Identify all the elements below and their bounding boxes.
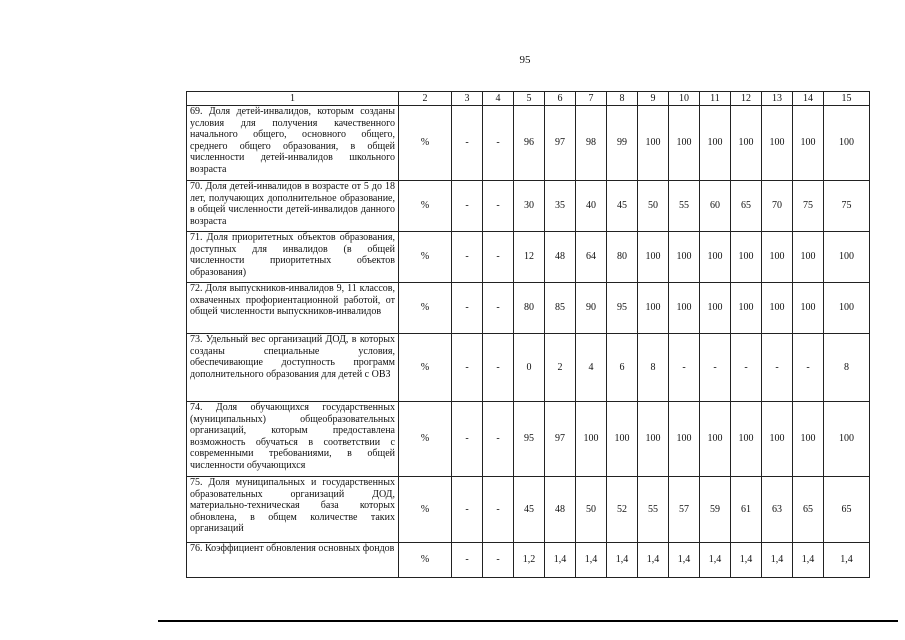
value-cell: 1,4 — [607, 543, 638, 578]
value-cell: - — [483, 232, 514, 283]
value-cell: 50 — [638, 181, 669, 232]
value-cell: 35 — [545, 181, 576, 232]
value-cell: 1,4 — [700, 543, 731, 578]
table-row — [187, 334, 870, 402]
indicator-description: 70. Доля детей-инвалидов в возрасте от 5 до 18 лет, получающих дополнительное образование, в общей численности детей-инвалидов данного возраста — [187, 181, 399, 232]
value-cell: 1,4 — [669, 543, 700, 578]
value-cell: 100 — [793, 106, 824, 181]
value-cell: - — [483, 402, 514, 477]
value-cell: 97 — [545, 402, 576, 477]
header-cell: 11 — [700, 92, 731, 106]
value-cell: 100 — [824, 106, 870, 181]
unit-cell: % — [399, 543, 452, 578]
table-row — [187, 106, 870, 181]
value-cell: 99 — [607, 106, 638, 181]
value-cell: - — [669, 334, 700, 402]
value-cell: 100 — [669, 232, 700, 283]
value-cell: 100 — [824, 402, 870, 477]
value-cell: 30 — [514, 181, 545, 232]
value-cell: 100 — [793, 283, 824, 334]
indicator-description: 75. Доля муниципальных и государственных образовательных организаций ДОД, материально-техническая база которых обновлена, в общем количестве таких организаций — [187, 477, 399, 543]
value-cell: 1,4 — [762, 543, 793, 578]
table-row — [187, 232, 870, 283]
value-cell: 75 — [824, 181, 870, 232]
table-header-row — [187, 92, 870, 106]
value-cell: 63 — [762, 477, 793, 543]
value-cell: - — [483, 181, 514, 232]
value-cell: 75 — [793, 181, 824, 232]
value-cell: 100 — [700, 106, 731, 181]
header-cell: 7 — [576, 92, 607, 106]
value-cell: - — [762, 334, 793, 402]
value-cell: 100 — [576, 402, 607, 477]
value-cell: 90 — [576, 283, 607, 334]
value-cell: 100 — [731, 402, 762, 477]
value-cell: - — [483, 106, 514, 181]
value-cell: 40 — [576, 181, 607, 232]
value-cell: - — [483, 283, 514, 334]
value-cell: 100 — [669, 402, 700, 477]
value-cell: 100 — [638, 232, 669, 283]
value-cell: 1,4 — [731, 543, 762, 578]
page-number: 95 — [519, 54, 531, 66]
header-cell: 8 — [607, 92, 638, 106]
value-cell: 100 — [731, 232, 762, 283]
value-cell: 100 — [762, 283, 793, 334]
header-cell: 10 — [669, 92, 700, 106]
indicator-description: 73. Удельный вес организаций ДОД, в которых созданы специальные условия, обеспечивающие доступность программ дополнительного образования для детей с ОВЗ — [187, 334, 399, 402]
value-cell: 1,2 — [514, 543, 545, 578]
value-cell: - — [793, 334, 824, 402]
bottom-rule — [158, 620, 898, 622]
value-cell: 50 — [576, 477, 607, 543]
table-row — [187, 543, 870, 578]
value-cell: 55 — [669, 181, 700, 232]
value-cell: 80 — [607, 232, 638, 283]
value-cell: 98 — [576, 106, 607, 181]
indicator-description: 74. Доля обучающихся государственных (муниципальных) общеобразовательных организаций, которым предоставлена возможность обучаться в соответствии с современными требованиями, в общей численности обучающихся — [187, 402, 399, 477]
value-cell: 61 — [731, 477, 762, 543]
value-cell: 65 — [824, 477, 870, 543]
value-cell: - — [452, 402, 483, 477]
value-cell: 100 — [700, 232, 731, 283]
value-cell: - — [452, 106, 483, 181]
header-cell: 6 — [545, 92, 576, 106]
value-cell: 100 — [638, 106, 669, 181]
value-cell: - — [452, 283, 483, 334]
value-cell: - — [452, 181, 483, 232]
value-cell: - — [731, 334, 762, 402]
value-cell: 100 — [762, 106, 793, 181]
value-cell: 4 — [576, 334, 607, 402]
value-cell: 100 — [669, 106, 700, 181]
indicator-description: 76. Коэффициент обновления основных фондов — [187, 543, 399, 578]
value-cell: 100 — [731, 106, 762, 181]
header-cell: 13 — [762, 92, 793, 106]
value-cell: 8 — [824, 334, 870, 402]
value-cell: 1,4 — [638, 543, 669, 578]
value-cell: 6 — [607, 334, 638, 402]
value-cell: 96 — [514, 106, 545, 181]
value-cell: 2 — [545, 334, 576, 402]
value-cell: 80 — [514, 283, 545, 334]
value-cell: - — [483, 477, 514, 543]
value-cell: 45 — [514, 477, 545, 543]
header-cell: 1 — [187, 92, 399, 106]
value-cell: 100 — [638, 283, 669, 334]
value-cell: - — [452, 543, 483, 578]
unit-cell: % — [399, 402, 452, 477]
value-cell: - — [452, 334, 483, 402]
value-cell: 65 — [793, 477, 824, 543]
indicator-description: 69. Доля детей-инвалидов, которым созданы условия для получения качественного начального общего, основного общего, среднего общего образования, в общей численности детей-инвалидов школьного возраста — [187, 106, 399, 181]
value-cell: 59 — [700, 477, 731, 543]
value-cell: 100 — [607, 402, 638, 477]
header-cell: 14 — [793, 92, 824, 106]
header-cell: 12 — [731, 92, 762, 106]
value-cell: 0 — [514, 334, 545, 402]
value-cell: 1,4 — [793, 543, 824, 578]
value-cell: 100 — [700, 402, 731, 477]
value-cell: 100 — [793, 402, 824, 477]
header-cell: 5 — [514, 92, 545, 106]
value-cell: 97 — [545, 106, 576, 181]
unit-cell: % — [399, 334, 452, 402]
indicator-description: 72. Доля выпускников-инвалидов 9, 11 классов, охваченных профориентационной работой, от общей численности выпускников-инвалидов — [187, 283, 399, 334]
header-cell: 3 — [452, 92, 483, 106]
value-cell: - — [452, 232, 483, 283]
value-cell: 100 — [638, 402, 669, 477]
header-cell: 15 — [824, 92, 870, 106]
table-row — [187, 402, 870, 477]
indicators-table — [186, 91, 870, 578]
value-cell: 57 — [669, 477, 700, 543]
value-cell: 95 — [607, 283, 638, 334]
value-cell: 60 — [700, 181, 731, 232]
value-cell: 64 — [576, 232, 607, 283]
value-cell: 100 — [731, 283, 762, 334]
value-cell: 100 — [762, 232, 793, 283]
table-row — [187, 477, 870, 543]
value-cell: 45 — [607, 181, 638, 232]
value-cell: 1,4 — [824, 543, 870, 578]
unit-cell: % — [399, 477, 452, 543]
header-cell: 4 — [483, 92, 514, 106]
value-cell: 8 — [638, 334, 669, 402]
unit-cell: % — [399, 106, 452, 181]
unit-cell: % — [399, 181, 452, 232]
value-cell: 100 — [824, 283, 870, 334]
value-cell: 100 — [762, 402, 793, 477]
value-cell: 100 — [669, 283, 700, 334]
value-cell: 48 — [545, 232, 576, 283]
value-cell: 12 — [514, 232, 545, 283]
value-cell: 48 — [545, 477, 576, 543]
value-cell: 100 — [793, 232, 824, 283]
header-cell: 2 — [399, 92, 452, 106]
value-cell: 100 — [824, 232, 870, 283]
unit-cell: % — [399, 283, 452, 334]
value-cell: 1,4 — [545, 543, 576, 578]
value-cell: 85 — [545, 283, 576, 334]
value-cell: 100 — [700, 283, 731, 334]
value-cell: - — [483, 543, 514, 578]
table-row — [187, 283, 870, 334]
unit-cell: % — [399, 232, 452, 283]
value-cell: - — [700, 334, 731, 402]
table-row — [187, 181, 870, 232]
value-cell: 55 — [638, 477, 669, 543]
value-cell: 95 — [514, 402, 545, 477]
indicator-description: 71. Доля приоритетных объектов образования, доступных для инвалидов (в общей численности приоритетных объектов образования) — [187, 232, 399, 283]
value-cell: 1,4 — [576, 543, 607, 578]
value-cell: - — [483, 334, 514, 402]
value-cell: 52 — [607, 477, 638, 543]
value-cell: 65 — [731, 181, 762, 232]
header-cell: 9 — [638, 92, 669, 106]
value-cell: 70 — [762, 181, 793, 232]
value-cell: - — [452, 477, 483, 543]
